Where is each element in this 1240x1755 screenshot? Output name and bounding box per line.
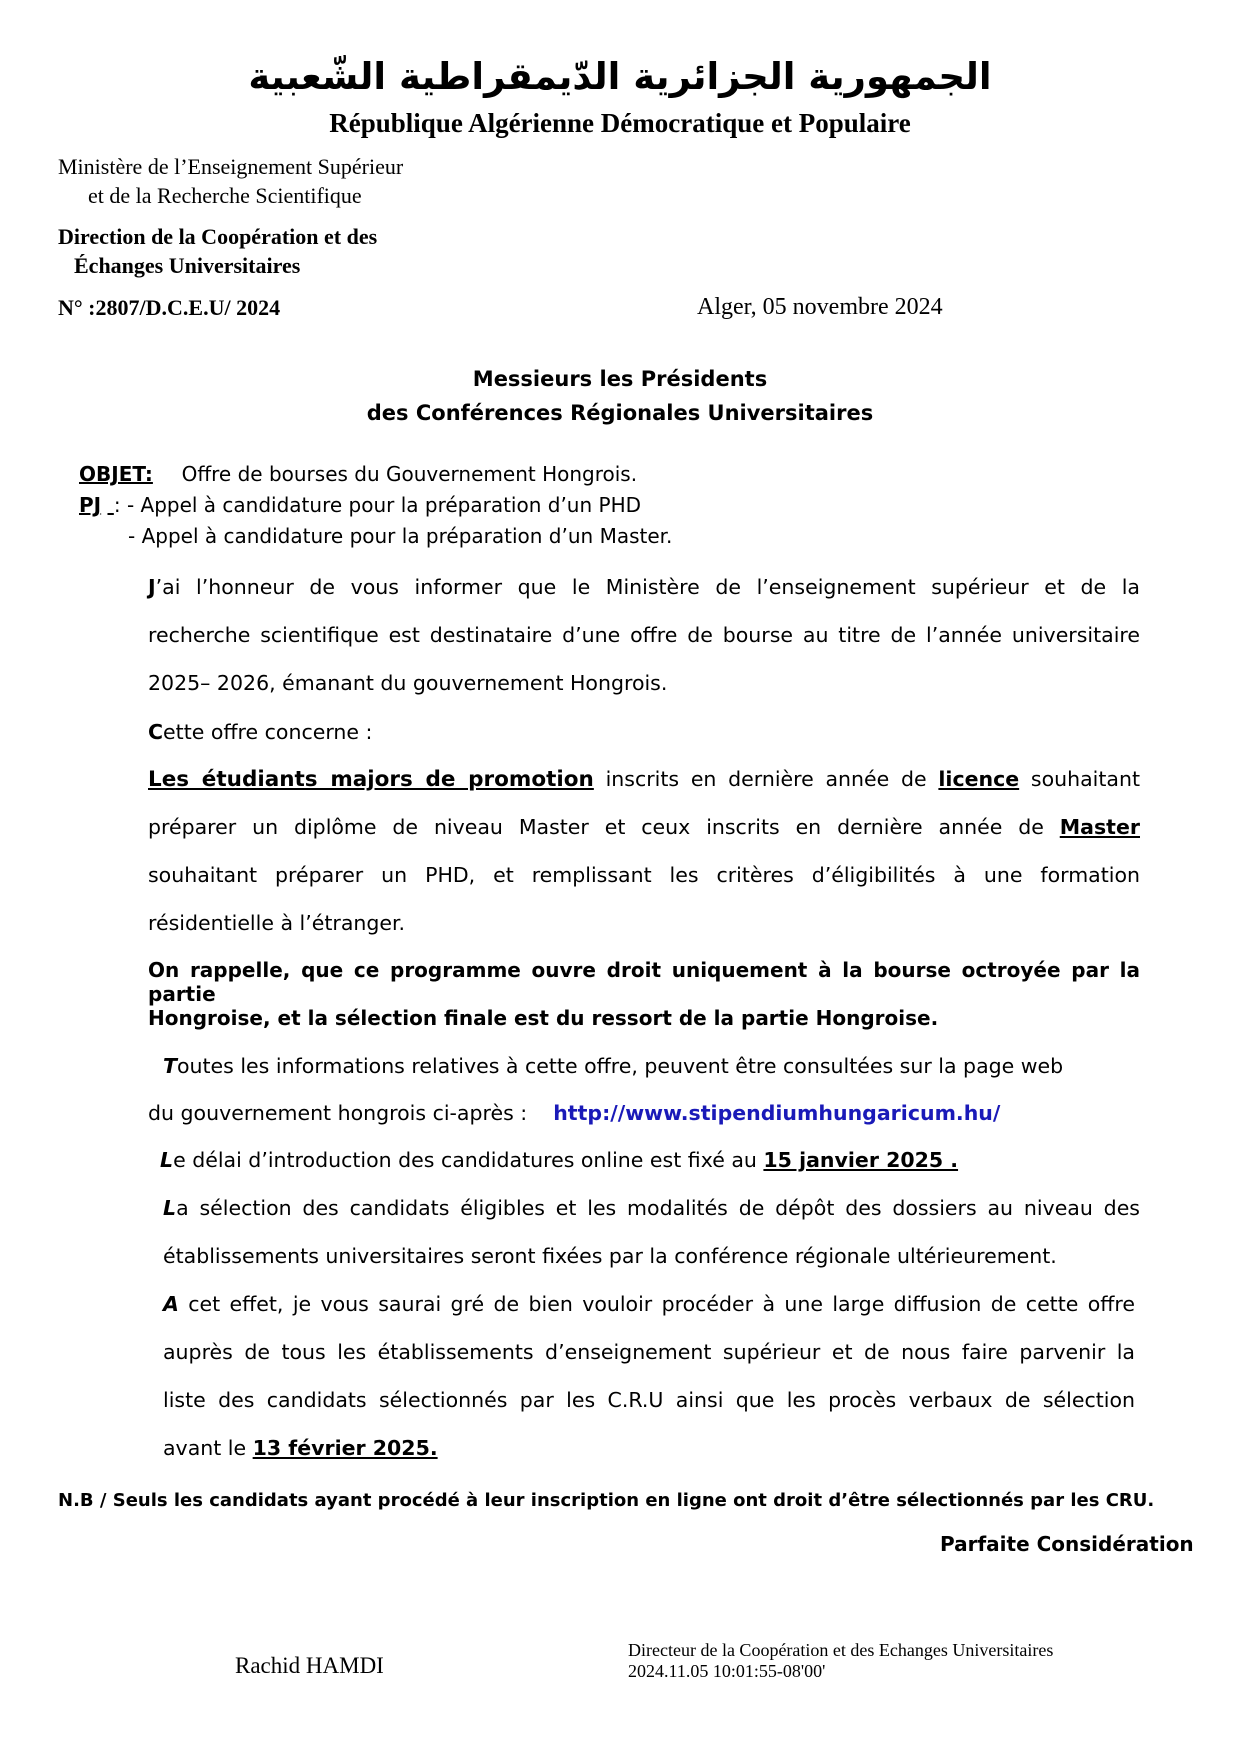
pj-line <box>79 490 672 521</box>
p8-line1 <box>163 1292 1135 1316</box>
p5-line1 <box>163 1054 1143 1078</box>
reference-number: N° :2807/D.C.E.U/ 2024 <box>58 295 281 320</box>
signer-name: Rachid HAMDI <box>235 1653 384 1678</box>
p7-line1-text: a sélection des candidats éligibles et les modalités de dépôt des dossiers au niveau des <box>176 1196 1140 1220</box>
p8-line4-text: avant le <box>163 1436 253 1460</box>
p5-line1-text: outes les informations relatives à cette offre, peuvent être consultées sur la page web <box>176 1054 1064 1078</box>
ministry-block <box>58 152 403 210</box>
p8-line4 <box>163 1436 1135 1460</box>
recipient-line1: Messieurs les Présidents <box>472 367 768 391</box>
digital-signature <box>628 1640 1053 1682</box>
recipient-block <box>0 362 1240 430</box>
p3-line2 <box>148 815 1140 839</box>
p1-line3: 2025– 2026, émanant du gouvernement Hongrois. <box>148 671 668 695</box>
ministry-line2: et de la Recherche Scientifique <box>88 183 362 208</box>
pj-separator: : <box>113 493 121 517</box>
p3-line4: résidentielle à l’étranger. <box>148 911 406 935</box>
direction-line2: Échanges Universitaires <box>74 253 301 278</box>
p8-line1-text: cet effet, je vous saurai gré de bien vouloir procéder à une large diffusion de cette offre <box>178 1292 1135 1316</box>
p2-initial: C <box>148 720 164 744</box>
p6-line <box>160 1148 1140 1172</box>
p1-line1 <box>148 575 1140 599</box>
signature-title: Directeur de la Coopération et des Echanges Universitaires <box>628 1640 1054 1660</box>
closing-consideration: Parfaite Considération <box>940 1532 1194 1556</box>
p8-line2: auprès de tous les établissements d’enseignement supérieur et de nous faire parvenir la <box>163 1340 1135 1364</box>
p1-line2: recherche scientifique est destinataire d’une offre de bourse au titre de l’année universitaire <box>148 623 1140 647</box>
p1-line1-text: ’ai l’honneur de vous informer que le Ministère de l’enseignement supérieur et de la <box>155 575 1140 599</box>
stipendium-link[interactable]: http://www.stipendiumhungaricum.hu/ <box>553 1101 1001 1125</box>
p7-line1 <box>163 1196 1140 1220</box>
p5-line2 <box>148 1101 1140 1125</box>
signature-timestamp: 2024.11.05 10:01:55-08'00' <box>628 1661 826 1681</box>
ministry-line1: Ministère de l’Enseignement Supérieur <box>58 154 404 179</box>
p8-initial: A <box>163 1292 179 1316</box>
objet-label: OBJET: <box>79 462 153 486</box>
p8-line3: liste des candidats sélectionnés par les C.R.U ainsi que les procès verbaux de sélection <box>163 1388 1135 1412</box>
p3-line1 <box>148 767 1140 792</box>
p6-deadline: 15 janvier 2025 . <box>763 1148 959 1172</box>
nb-note: N.B / Seuls les candidats ayant procédé à leur inscription en ligne ont droit d’être sélectionnés par les CRU. <box>58 1490 1155 1511</box>
objet-block <box>79 459 672 552</box>
pj-label: PJ <box>79 493 102 517</box>
p6-initial: L <box>160 1148 174 1172</box>
pj-item1: - Appel à candidature pour la préparation d’un PHD <box>126 493 642 517</box>
arabic-title: الجمهورية الجزائرية الدّيمقراطية الشّعبية <box>248 55 992 98</box>
p3-line2-text: préparer un diplôme de niveau Master et ceux inscrits en dernière année de <box>148 815 1060 839</box>
p2-text: ette offre concerne : <box>163 720 373 744</box>
p7-line2: établissements universitaires seront fixées par la conférence régionale ultérieurement. <box>163 1244 1057 1268</box>
p3-bold3: Master <box>1059 815 1140 839</box>
p5-initial: T <box>163 1054 177 1078</box>
pj-item2-line <box>79 521 672 552</box>
direction-line1: Direction de la Coopération et des <box>58 224 378 249</box>
letter-date: Alger, 05 novembre 2024 <box>697 294 943 320</box>
p3-bold2: licence <box>938 767 1020 791</box>
p6-text: e délai d’introduction des candidatures online est fixé au <box>173 1148 764 1172</box>
p3-bold1: Les étudiants majors de promotion <box>148 767 594 792</box>
objet-text: Offre de bourses du Gouvernement Hongrois. <box>181 462 638 486</box>
objet-line <box>79 459 672 490</box>
p3-text2: souhaitant <box>1019 767 1140 791</box>
pj-item2: - Appel à candidature pour la préparation d’un Master. <box>128 524 673 548</box>
p3-text1: inscrits en dernière année de <box>593 767 939 791</box>
direction-block <box>58 222 377 280</box>
p1-initial: J <box>148 575 156 599</box>
p4-line2: Hongroise, et la sélection finale est du ressort de la partie Hongroise. <box>148 1006 939 1030</box>
p2-line <box>148 720 1140 744</box>
p8-deadline: 13 février 2025. <box>252 1436 438 1460</box>
p3-line3: souhaitant préparer un PHD, et remplissant les critères d’éligibilités à une formation <box>148 863 1140 887</box>
p4-line1: On rappelle, que ce programme ouvre droit uniquement à la bourse octroyée par la partie <box>148 958 1140 1006</box>
recipient-line2: des Conférences Régionales Universitaires <box>366 401 874 425</box>
p5-line2-text: du gouvernement hongrois ci-après : <box>148 1101 528 1125</box>
p7-initial: L <box>163 1196 177 1220</box>
french-title: République Algérienne Démocratique et Populaire <box>329 108 911 138</box>
